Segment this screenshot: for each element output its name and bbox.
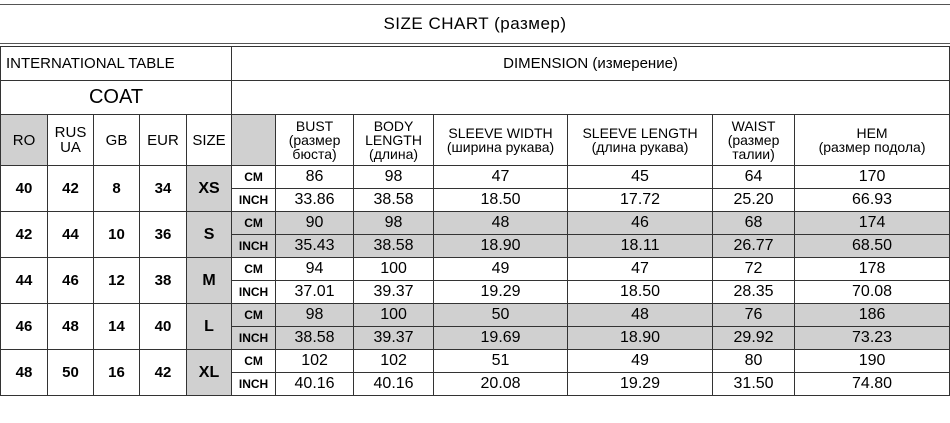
inch-value: 74.80 xyxy=(795,373,950,396)
cm-value: 86 xyxy=(276,166,354,189)
cm-value: 47 xyxy=(434,166,568,189)
cm-value: 46 xyxy=(568,212,713,235)
size-value: M xyxy=(187,258,232,304)
eur-value: 36 xyxy=(140,212,187,258)
col-header-line: HEM xyxy=(856,125,888,141)
dimension-label: DIMENSION (измерение) xyxy=(232,47,950,81)
inch-value: 66.93 xyxy=(795,189,950,212)
inch-value: 18.90 xyxy=(568,327,713,350)
col-header-unit xyxy=(232,115,276,166)
cm-value: 49 xyxy=(568,350,713,373)
ro-value: 46 xyxy=(1,304,48,350)
inch-value: 29.92 xyxy=(713,327,795,350)
gb-value: 10 xyxy=(94,212,140,258)
inch-value: 40.16 xyxy=(354,373,434,396)
inch-value: 70.08 xyxy=(795,281,950,304)
inch-value: 40.16 xyxy=(276,373,354,396)
unit-label-cm: CM xyxy=(232,166,276,189)
col-header-line: (размер подола) xyxy=(818,139,926,155)
inch-value: 39.37 xyxy=(354,281,434,304)
eur-value: 40 xyxy=(140,304,187,350)
col-header-measure xyxy=(354,115,434,166)
col-header-eur: EUR xyxy=(140,115,187,166)
rus-ua-value: 48 xyxy=(48,304,94,350)
inch-value: 38.58 xyxy=(354,235,434,258)
col-header-line: (размер xyxy=(727,132,780,148)
unit-label-cm: CM xyxy=(232,258,276,281)
col-header-rus-ua: RUS UA xyxy=(48,115,94,166)
size-value: S xyxy=(187,212,232,258)
gb-value: 16 xyxy=(94,350,140,396)
cm-value: 98 xyxy=(354,166,434,189)
unit-label-cm: CM xyxy=(232,212,276,235)
cm-value: 48 xyxy=(434,212,568,235)
cm-value: 51 xyxy=(434,350,568,373)
cm-value: 100 xyxy=(354,258,434,281)
blank-header-cell xyxy=(232,81,950,115)
international-table-label: INTERNATIONAL TABLE xyxy=(1,47,232,81)
inch-value: 35.43 xyxy=(276,235,354,258)
eur-value: 38 xyxy=(140,258,187,304)
cm-value: 98 xyxy=(354,212,434,235)
rus-ua-value: 50 xyxy=(48,350,94,396)
cm-value: 50 xyxy=(434,304,568,327)
table-row xyxy=(1,212,950,235)
col-header-line: LENGTH xyxy=(365,132,422,148)
table-row xyxy=(1,166,950,189)
ro-value: 40 xyxy=(1,166,48,212)
cm-value: 48 xyxy=(568,304,713,327)
col-header-line: (длина) xyxy=(369,146,419,162)
cm-value: 64 xyxy=(713,166,795,189)
inch-value: 19.69 xyxy=(434,327,568,350)
col-header-line: бюста) xyxy=(292,146,337,162)
col-header-size: SIZE xyxy=(187,115,232,166)
eur-value: 42 xyxy=(140,350,187,396)
inch-value: 19.29 xyxy=(434,281,568,304)
inch-value: 68.50 xyxy=(795,235,950,258)
col-header-line: SLEEVE LENGTH xyxy=(582,125,698,141)
inch-value: 38.58 xyxy=(354,189,434,212)
inch-value: 37.01 xyxy=(276,281,354,304)
cm-value: 178 xyxy=(795,258,950,281)
inch-value: 18.90 xyxy=(434,235,568,258)
cm-value: 174 xyxy=(795,212,950,235)
col-header-line: SLEEVE WIDTH xyxy=(448,125,553,141)
cm-value: 45 xyxy=(568,166,713,189)
cm-value: 190 xyxy=(795,350,950,373)
inch-value: 18.50 xyxy=(568,281,713,304)
col-header-line: BODY xyxy=(373,118,414,134)
eur-value: 34 xyxy=(140,166,187,212)
size-chart-table xyxy=(0,46,950,396)
ro-value: 42 xyxy=(1,212,48,258)
unit-label-inch: INCH xyxy=(232,235,276,258)
col-header-ro: RO xyxy=(1,115,48,166)
ro-value: 48 xyxy=(1,350,48,396)
rus-ua-value: 42 xyxy=(48,166,94,212)
col-header-measure xyxy=(713,115,795,166)
cm-value: 98 xyxy=(276,304,354,327)
unit-label-cm: CM xyxy=(232,304,276,327)
col-header-line: талии) xyxy=(732,146,775,162)
cm-value: 102 xyxy=(276,350,354,373)
gb-value: 14 xyxy=(94,304,140,350)
size-chart-title: SIZE CHART (размер) xyxy=(0,4,950,44)
table-row xyxy=(1,258,950,281)
col-header-line: (длина рукава) xyxy=(591,139,689,155)
inch-value: 33.86 xyxy=(276,189,354,212)
cm-value: 102 xyxy=(354,350,434,373)
unit-label-inch: INCH xyxy=(232,281,276,304)
cm-value: 49 xyxy=(434,258,568,281)
cm-value: 76 xyxy=(713,304,795,327)
inch-value: 38.58 xyxy=(276,327,354,350)
unit-label-inch: INCH xyxy=(232,189,276,212)
cm-value: 68 xyxy=(713,212,795,235)
col-header-measure xyxy=(568,115,713,166)
col-header-measure xyxy=(276,115,354,166)
col-header-line: WAIST xyxy=(731,118,776,134)
rus-ua-value: 44 xyxy=(48,212,94,258)
coat-label: COAT xyxy=(1,81,232,115)
cm-value: 100 xyxy=(354,304,434,327)
table-row xyxy=(1,304,950,327)
col-header-gb: GB xyxy=(94,115,140,166)
cm-value: 90 xyxy=(276,212,354,235)
col-header-line: BUST xyxy=(295,118,334,134)
inch-value: 17.72 xyxy=(568,189,713,212)
rus-ua-value: 46 xyxy=(48,258,94,304)
inch-value: 28.35 xyxy=(713,281,795,304)
col-header-line: (ширина рукава) xyxy=(446,139,555,155)
gb-value: 12 xyxy=(94,258,140,304)
inch-value: 25.20 xyxy=(713,189,795,212)
inch-value: 18.11 xyxy=(568,235,713,258)
unit-label-inch: INCH xyxy=(232,327,276,350)
inch-value: 26.77 xyxy=(713,235,795,258)
gb-value: 8 xyxy=(94,166,140,212)
inch-value: 73.23 xyxy=(795,327,950,350)
table-row xyxy=(1,350,950,373)
size-value: XS xyxy=(187,166,232,212)
cm-value: 186 xyxy=(795,304,950,327)
cm-value: 80 xyxy=(713,350,795,373)
unit-label-inch: INCH xyxy=(232,373,276,396)
cm-value: 72 xyxy=(713,258,795,281)
inch-value: 39.37 xyxy=(354,327,434,350)
size-value: XL xyxy=(187,350,232,396)
unit-label-cm: CM xyxy=(232,350,276,373)
size-value: L xyxy=(187,304,232,350)
inch-value: 20.08 xyxy=(434,373,568,396)
ro-value: 44 xyxy=(1,258,48,304)
col-header-measure xyxy=(434,115,568,166)
cm-value: 47 xyxy=(568,258,713,281)
cm-value: 94 xyxy=(276,258,354,281)
inch-value: 18.50 xyxy=(434,189,568,212)
col-header-line: (размер xyxy=(288,132,341,148)
inch-value: 19.29 xyxy=(568,373,713,396)
col-header-measure xyxy=(795,115,950,166)
inch-value: 31.50 xyxy=(713,373,795,396)
cm-value: 170 xyxy=(795,166,950,189)
